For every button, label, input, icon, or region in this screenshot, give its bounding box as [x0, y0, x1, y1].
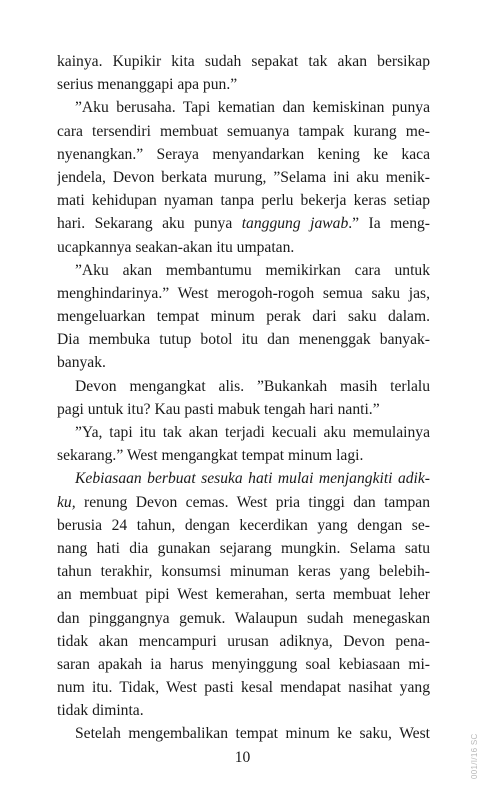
text-line: nang hati dia gunakan sejarang mungkin. Selama satu: [57, 539, 430, 557]
text-line: tahun terakhir, konsumsi minuman keras yang belebih-: [57, 563, 430, 581]
text-line: num itu. Tidak, West pasti kesal mendapat nasihat yang: [57, 679, 430, 697]
italic-text: tanggung jawab: [241, 215, 349, 233]
text-line: Setelah mengembalikan tempat minum ke saku, West: [75, 725, 430, 743]
text-line: mati kehidupan nyaman tanpa perlu bekerja keras setiap: [57, 192, 430, 210]
text-line: [57, 212, 430, 235]
text-line: ”Aku akan membantumu memikirkan cara untuk: [75, 261, 430, 279]
text-line: dan pinggangnya gemuk. Walaupun sudah menegaskan: [57, 609, 430, 627]
text-line: berusia 24 tahun, dengan kecerdikan yang dengan se-: [57, 516, 430, 534]
italic-text: Kebiasaan berbuat sesuka hati mulai menjangkiti adik-: [75, 470, 430, 488]
italic-text: ku,: [57, 493, 76, 511]
text-line: nyenangkan.” Seraya menyandarkan kening ke kaca: [57, 145, 430, 163]
text-line: cara tersendiri membuat semuanya tampak kurang me-: [57, 122, 430, 140]
text-line: sekarang.” West mengangkat tempat minum lagi.: [57, 447, 364, 465]
book-page-body: [57, 50, 430, 746]
text-line: pagi untuk itu? Kau pasti mabuk tengah hari nanti.”: [57, 400, 380, 418]
text-line: tidak diminta.: [57, 702, 144, 720]
text-line: tidak akan mencampuri urusan adiknya, Devon pena-: [57, 632, 430, 650]
text-line: Dia membuka tutup botol itu dan menenggak banyak-: [57, 331, 430, 349]
text-line: jendela, Devon berkata murung, ”Selama ini aku menik-: [57, 168, 430, 186]
text-line: an membuat pipi West kemerahan, serta membuat leher: [57, 586, 430, 604]
text-line: ”Aku berusaha. Tapi kematian dan kemiskinan punya: [75, 99, 430, 117]
text-span: hari. Sekarang aku punya: [57, 215, 242, 233]
text-span: .” Ia meng-: [348, 215, 430, 233]
print-code: 001/I/16 SC: [470, 733, 479, 779]
text-line: serius menanggapi apa pun.”: [57, 76, 238, 94]
text-line: Devon mengangkat alis. ”Bukankah masih terlalu: [75, 377, 430, 395]
text-line: kainya. Kupikir kita sudah sepakat tak akan bersikap: [57, 53, 430, 70]
text-line: [57, 491, 430, 514]
text-line: saran apakah ia harus menyinggung soal kebiasaan mi-: [57, 655, 430, 673]
text-line: banyak.: [57, 354, 106, 372]
text-line: menghindarinya.” West merogoh-rogoh semua saku jas,: [57, 284, 430, 302]
page-number: 10: [234, 749, 251, 766]
text-span: renung Devon cemas. West pria tinggi dan tampan: [75, 493, 430, 511]
text-line: ”Ya, tapi itu tak akan terjadi kecuali aku memulainya: [75, 424, 430, 441]
text-line: mengeluarkan tempat minum perak dari saku dalam.: [57, 308, 430, 326]
text-line: ucapkannya seakan-akan itu umpatan.: [57, 238, 295, 256]
text-line: [57, 467, 430, 490]
